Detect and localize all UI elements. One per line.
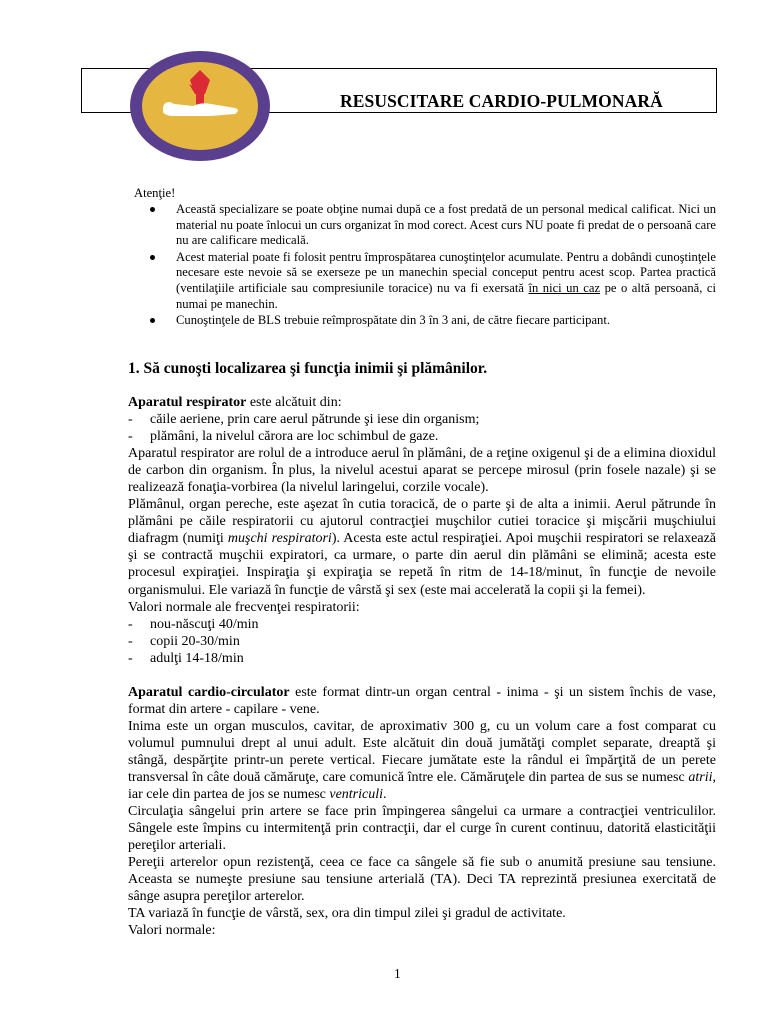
spacer (128, 667, 716, 684)
paragraph: Circulaţia sângelui prin artere se face prin împingerea sângelui ca urmare a contracţiei ventriculilor. Sângele este împins cu intermitenţă prin contracţii, dar el curge în curent continuu, datorită elasticităţii pereţilor arteriali. (128, 804, 716, 854)
list-item: - plămâni, la nivelul cărora are loc schimbul de gaze. (128, 428, 716, 445)
text: Plămânul, organ pereche, este aşezat în cutia toracică, de o parte şi de alta a inimii. Aerul pătrunde în plămâni pe căile respiratorii cu ajutorul contracţiei muşchilor cutiei toracice şi mişcării muşchiului diafragm (numiţi (128, 497, 716, 547)
underlined-emphasis: în nici un caz (528, 280, 601, 295)
paragraph (128, 718, 716, 803)
paragraph (128, 496, 716, 598)
text: este format dintr-un organ central - inima - şi un sistem închis de vase, format din artere - capilare - vene. (128, 684, 716, 717)
paragraph: Valori normale: (128, 923, 216, 939)
page-title: RESUSCITARE CARDIO-PULMONARĂ (340, 91, 663, 111)
paragraph: Pereţii arterelor opun rezistenţă, ceea ce face ca sângele să fie sub o anumită presiune sau tensiune. Aceasta se numeşte presiune sau tensiune arterială (TA). Deci TA reprezintă presiunea exercitată de sânge asupra pereţilor arterelor. (128, 855, 716, 905)
list-item: - căile aeriene, prin care aerul pătrunde şi iese din organism; (128, 411, 716, 428)
bullet-text: Această specializare se poate obţine numai după ce a fost predată de un personal medical calificat. Nici un material nu poate înlocui un curs organizat în mod corect. Acest curs NU poate fi predat de o persoană care nu are calificare medicală. (176, 202, 716, 248)
list-item: - copii 20-30/min (128, 633, 716, 650)
paragraph: TA variază în funcţie de vârstă, sex, ora din timpul zilei şi gradul de activitate. (128, 906, 566, 922)
italic-term: muşchi respiratori (227, 531, 332, 547)
list-item (146, 250, 716, 312)
text: , iar cele din partea de jos se numesc (128, 769, 716, 803)
list-item: - nou-născuţi 40/min (128, 616, 716, 633)
italic-term: ventriculi (329, 787, 384, 803)
bold-term: Aparatul respirator (128, 395, 247, 410)
text: Inima este un organ musculos, cavitar, de aproximativ 300 g, cu un volum care a fost comparat cu volumul pumnului drept al unui adult. Este alcătuit din două jumătăţi complet separate, dreaptă şi stângă, despărţite printr-un perete vertical. Fiecare jumătate este la rândul ei împărţită de un perete transversal în câte două cămăruţe, care comunică între ele. Cămăruţele din partea de sus se numesc (128, 718, 716, 785)
bullet-text: Acest material poate fi folosit pentru împrospătarea cunoştinţelor acumulate. Pentru a dobândi cunoştinţele necesare este nevoie să se exerseze pe un manechin special conceput pentru acest scop. Partea practică (ventilaţiile artificiale sau compresiunile toracice) nu va fi exersată (176, 249, 716, 295)
paragraph (128, 445, 716, 496)
document-body (128, 394, 716, 939)
text: Aparatul respirator are rolul de a introduce aerul în plămâni, de a reţine oxigenul şi de a elimina dioxidul de carbon din organism. În plus, la nivelul acestui aparat se percepe mirosul (prin fosele nazale) şi se realizează fonaţia-vorbirea (la nivelul laringelui, corzile vocale). (128, 446, 716, 496)
page-number: 1 (394, 966, 401, 981)
italic-term: atrii (688, 769, 713, 785)
cpr-badge-icon (129, 50, 271, 162)
header-right-rule (716, 68, 717, 113)
text: . (383, 787, 387, 803)
respiratory-intro (128, 394, 716, 411)
list-item (146, 202, 716, 249)
text: este alcătuit din: (246, 395, 342, 410)
list-item (146, 313, 716, 329)
header-left-rule (81, 68, 82, 113)
text: ). Acesta este actul respiraţiei. Apoi muşchii respiratori se relaxează şi se contractă muşchii expiratori, ca urmare, o parte din aerul din plămâni se elimină; acesta este procesul expiraţiei. Inspiraţia şi expiraţia se repetă în ritm de 14-18/minut, în funcţie de nevoile organismului. Ele variază în funcţie de vârstă şi sex (este mai accelerată la copii şi la femei). (128, 531, 716, 598)
attention-label: Atenţie! (134, 186, 176, 200)
bold-term: Aparatul cardio-circulator (128, 684, 290, 700)
values-label: Valori normale ale frecvenţei respiratorii: (128, 599, 360, 615)
section-heading: 1. Să cunoşti localizarea şi funcţia inimii şi plămânilor. (128, 360, 488, 377)
attention-list (146, 202, 716, 329)
bullet-text: pe o altă persoană, ci numai pe manechin. (176, 280, 716, 311)
list-item: - adulţi 14-18/min (128, 650, 716, 667)
bullet-text: Cunoştinţele de BLS trebuie reîmprospătate din 3 în 3 ani, de către fiecare participant. (176, 313, 610, 328)
paragraph (128, 684, 716, 718)
